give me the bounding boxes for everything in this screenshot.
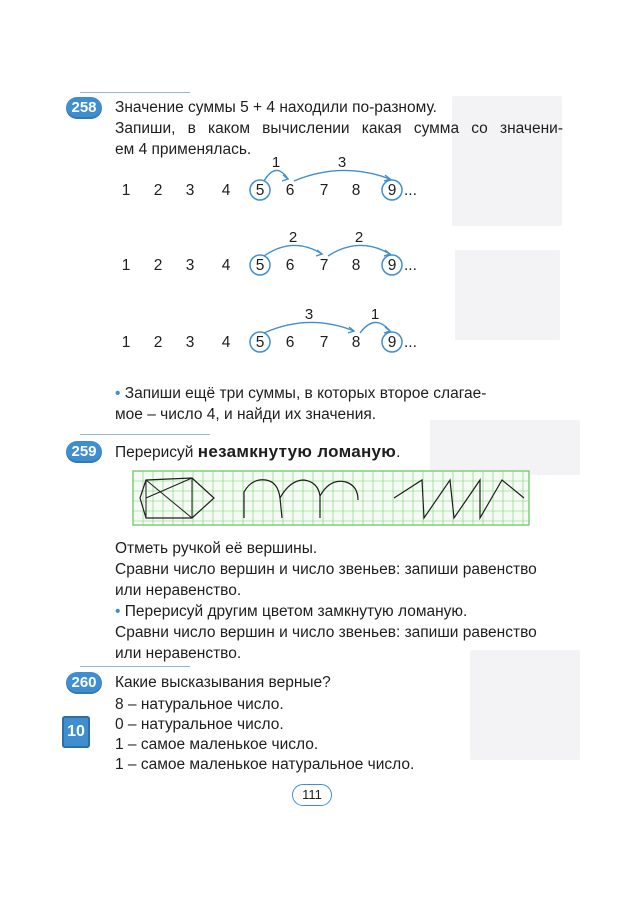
number-digit: 5 <box>255 182 265 199</box>
task-text: или неравенство. <box>115 645 242 662</box>
bullet-marker: • <box>115 603 121 620</box>
number-digit: 8 <box>351 257 361 274</box>
statement: 1 – самое маленькое число. <box>115 736 319 753</box>
bullet-text <box>115 383 486 404</box>
number-digit: 7 <box>319 257 329 274</box>
arc-label: 3 <box>304 306 314 323</box>
task-text: ем 4 применялась. <box>115 141 252 158</box>
jump-arc <box>328 245 390 256</box>
punctuation: . <box>396 444 401 461</box>
book-10-icon <box>62 716 90 748</box>
number-digit: 5 <box>255 334 265 351</box>
ellipsis: ... <box>404 257 417 274</box>
task-number-badge: 260 <box>66 672 102 694</box>
number-digit: 6 <box>285 182 295 199</box>
arc-label: 1 <box>271 154 281 171</box>
number-digit: 7 <box>319 182 329 199</box>
arc-label: 3 <box>337 154 347 171</box>
task-text: Значение суммы 5 + 4 находили по-разному. <box>115 99 437 116</box>
ellipsis: ... <box>404 334 417 351</box>
number-digit: 8 <box>351 182 361 199</box>
number-digit: 2 <box>153 257 163 274</box>
bleed-through-block <box>470 650 580 760</box>
number-digit: 2 <box>153 334 163 351</box>
section-rule <box>80 666 190 667</box>
number-digit: 1 <box>121 257 131 274</box>
task-number-badge: 258 <box>66 97 102 119</box>
number-digit: 3 <box>185 182 195 199</box>
number-digit: 4 <box>221 182 231 199</box>
jump-arc <box>264 245 322 256</box>
task-text: Сравни число вершин и число звеньев: запиши равенство <box>115 624 537 641</box>
icon-label: 10 <box>67 723 85 740</box>
number-digit: 9 <box>387 334 397 351</box>
bullet-marker: • <box>115 385 121 402</box>
jump-arc <box>294 170 390 181</box>
number-digit: 9 <box>387 182 397 199</box>
number-digit: 6 <box>285 334 295 351</box>
number-digit: 1 <box>121 182 131 199</box>
number-digit: 1 <box>121 334 131 351</box>
task-text: Запиши, в каком вычислении какая сумма со значени- <box>115 120 563 137</box>
task-number-badge: 259 <box>66 441 102 463</box>
emphasized-term: незамкнутую ломаную <box>197 442 397 461</box>
number-digit: 7 <box>319 334 329 351</box>
number-digit: 2 <box>153 182 163 199</box>
arc-label: 1 <box>370 306 380 323</box>
section-rule <box>80 434 210 435</box>
number-digit: 8 <box>351 334 361 351</box>
arc-label: 2 <box>288 229 298 246</box>
number-digit: 3 <box>185 334 195 351</box>
number-digit: 4 <box>221 257 231 274</box>
number-digit: 4 <box>221 334 231 351</box>
number-digit: 5 <box>255 257 265 274</box>
bullet-text <box>115 601 467 622</box>
task-question: Какие высказывания верные? <box>115 674 331 691</box>
task-heading <box>115 441 400 463</box>
task-text: Запиши ещё три суммы, в которых второе слагае- <box>124 385 487 402</box>
section-rule <box>80 92 190 93</box>
task-text: Отметь ручкой её вершины. <box>115 540 318 557</box>
number-digit: 9 <box>387 257 397 274</box>
jump-arc <box>264 322 354 333</box>
statement: 1 – самое маленькое натуральное число. <box>115 756 415 773</box>
statement: 0 – натуральное число. <box>115 716 284 733</box>
task-text: Сравни число вершин и число звеньев: запиши равенство <box>115 561 537 578</box>
statement: 8 – натуральное число. <box>115 696 284 713</box>
arc-label: 2 <box>354 229 364 246</box>
number-digit: 3 <box>185 257 195 274</box>
task-text: или неравенство. <box>115 582 242 599</box>
polyline-grid-figure <box>132 470 532 528</box>
task-text: Перерисуй <box>115 444 194 461</box>
arrow-head <box>282 175 288 181</box>
number-digit: 6 <box>285 257 295 274</box>
ellipsis: ... <box>404 182 417 199</box>
task-text: мое – число 4, и найди их значения. <box>115 406 377 423</box>
task-text: Перерисуй другим цветом замкнутую ломаную. <box>124 603 468 620</box>
page-number: 111 <box>292 784 332 806</box>
